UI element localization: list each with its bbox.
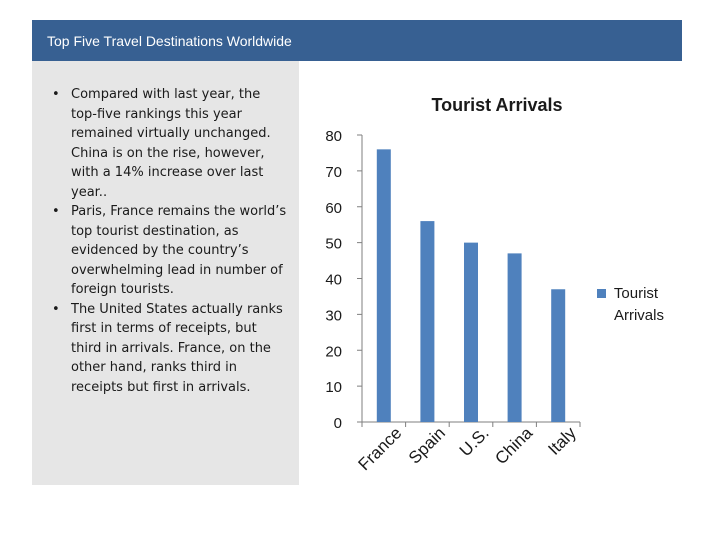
y-tick-label: 50 (325, 235, 342, 253)
y-tick-label: 0 (333, 415, 342, 432)
y-tick-label: 40 (325, 271, 342, 289)
x-tick-label: U.S. (455, 423, 493, 461)
bar (508, 253, 522, 422)
y-tick-label: 10 (325, 379, 342, 397)
bar (420, 221, 434, 422)
bar (377, 149, 391, 422)
chart-title: Tourist Arrivals (431, 95, 563, 115)
legend-label: Tourist Arrivals (613, 285, 665, 324)
y-tick-label: 30 (325, 307, 342, 325)
bullet-icon: • (52, 301, 60, 317)
bar (551, 289, 565, 422)
x-tick-label: Spain (404, 423, 450, 468)
legend-swatch (597, 289, 606, 298)
slide-title: Top Five Travel Destinations Worldwide (47, 33, 292, 49)
x-tick-label: France (354, 423, 406, 475)
y-tick-label: 60 (325, 199, 342, 217)
bar (464, 243, 478, 422)
bullet-icon: • (52, 87, 60, 102)
x-tick-label: Italy (544, 423, 580, 459)
bullet-text: Paris, France remains the world’s top tourist destination, as evidenced by the country’s overwhelming lead in number of foreign tourists. (71, 204, 287, 297)
y-tick-label: 20 (325, 343, 342, 361)
y-tick-label: 80 (325, 128, 342, 145)
bullet-text: The United States actually ranks first in terms of receipts, but third in arrivals. France, on the other hand, ranks third in receipts but first in arrivals. (71, 301, 283, 395)
bullet-icon: • (52, 204, 60, 219)
x-tick-label: China (491, 423, 537, 469)
bullet-text: Compared with last year, the top-five rankings this year remained virtually unchanged. China is on the rise, however, with a 14% increase over last year.. (71, 87, 271, 200)
y-tick-label: 70 (325, 163, 342, 181)
